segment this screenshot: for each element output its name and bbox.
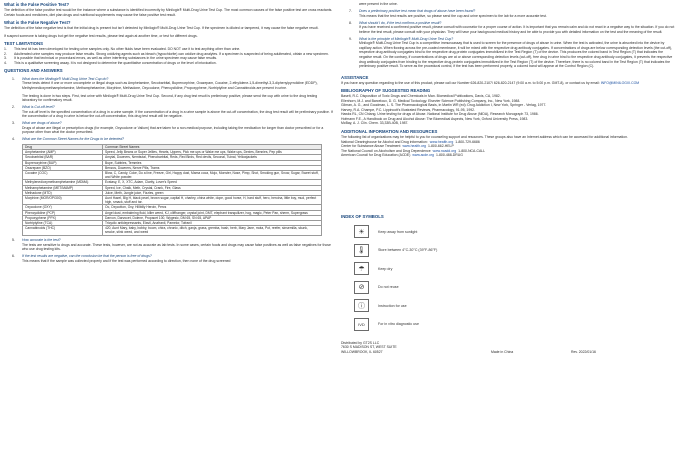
test-limitations-list — [4, 47, 333, 65]
resources-list — [341, 140, 675, 158]
resource-link[interactable]: www.health.org — [402, 144, 426, 149]
symbol-row — [341, 260, 675, 279]
resource-item: American Council for Drug Education (ACDE) www.acde.org 1-800-488-DRUG — [341, 153, 463, 158]
drug-name-cell: Oxazepam (BZO) — [23, 165, 103, 170]
right-column — [341, 2, 675, 354]
resource-link[interactable]: www.health.org — [429, 139, 454, 144]
symbol-row — [341, 223, 675, 242]
table-row — [23, 170, 322, 179]
symbols-heading: INDEX OF SYMBOLS — [341, 213, 384, 219]
symbol-label: Store between 4°C-30°C (39°F-86°F) — [378, 248, 438, 253]
drug-name-cell: Secobarbital (BAR) — [23, 155, 103, 160]
qa-item: 2. What is Cut-off level? The cut-off level is the specified concentration of a drug in a urine sample. If the concentration of a drug in a urine sample is above the cut-off concentration, the drug test result will be preliminary positive. If the concentration of a drug in urine is below the cut-off concentration, this drug test result will be negative. — [12, 105, 333, 119]
street-names-cell: Ecstasy, E, X, XTC, Adam, Clarity, Lover's Speed — [103, 180, 322, 185]
symbol-label: Do not reuse — [378, 285, 399, 290]
drug-name-cell: Propoxyphene (PPX) — [23, 215, 103, 220]
bibliography-item: Hofmann F.E., A Handbook on Drug and Alcohol Abuse: The Biomedical Aspects, New York, Oxford University Press, 1983. — [341, 116, 529, 121]
symbols-list — [341, 223, 675, 334]
distributor-address-2: WILLOWBROOK, IL 60527 — [341, 349, 383, 354]
qa-answer: This means that the test results are positive, so please send the cup and urine specimen to the lab for a more accurate test. — [359, 13, 547, 18]
qa-answer: The testing is done in two steps. First, test urine with Minilogix® Multi-Drug Urine Test Cup. Second, if any drug test result is preliminary positive, please send the cup with urine to the drug testing laboratory for confirmatory result. — [22, 93, 318, 103]
street-names-cell: Darvon, Darvocet, Dolene, Propacet 100, Wygesic, DM 65, SN 65, APAP — [103, 215, 322, 220]
symbol-row — [341, 297, 675, 316]
bibliography-item: Ellenhorn, M.J. and Barceloux, D. G. Medical Toxicology. Elsevier Science Publishing Company, Inc., New York, 1988. — [341, 98, 521, 103]
qa-item: 5. How accurate is the test? The tests are sensitive to drugs and accurate. These tests, however, are not as accurate as lab tests. In some cases, certain foods and drugs may cause false positives as well as false negatives for those who use drug testing kits. — [4, 238, 333, 252]
qa-answer: This means that if the sample was collected properly and if the test was performed according to direction, then none of the drug screened — [22, 258, 231, 263]
drug-name-cell: Buprenorphine (BUP) — [23, 160, 103, 165]
test-limitations-heading: TEST LIMITATIONS — [4, 41, 43, 47]
table-header-cell: Drug — [23, 144, 103, 149]
symbol-row — [341, 241, 675, 260]
symbol-label: Keep away from sunlight — [378, 229, 418, 234]
qa-question: How accurate is the test? — [22, 238, 61, 243]
qa-question: What is the principle of Minilogix® Multi-Drug Urine Test Cup? — [359, 36, 454, 41]
list-item: 3. It is possible that technical or procedural errors, as well as other interfering substances in the urine specimen may cause false results. — [4, 56, 218, 61]
sun-icon: ☀ — [354, 225, 369, 238]
qa-answer: The tests are sensitive to drugs and accurate. These tests, however, are not as accurate as lab tests. In some cases, certain foods and drugs may cause false positives as well as false negatives for those who use drug testing kits. — [22, 242, 331, 252]
false-positive-heading: What is the False Positive Test? — [4, 2, 70, 7]
left-column — [4, 2, 333, 263]
resource-item: Center for Substance Abuse Treatment www.health.org 1-800-662-HELP — [341, 144, 454, 149]
list-item: 1. This test kit has been developed for testing urine samples only. No other fluids have been evaluated. DO NOT use it to test anything other than urine. — [4, 47, 241, 52]
made-in: Made in China — [491, 349, 514, 354]
symbol-label: For in vitro diagnostic use — [378, 322, 419, 327]
qa-answer: If you have received a confirmed positive result, please consult with counselor for a proper course of action. It is important that you remain calm and do not react in a negative way to the situation. If you do not believe the test result, please consult with your physician. They will have your background medical history and be able to provide you with detailed information on the test and the meaning of the result. — [359, 25, 675, 34]
umbrella-icon: ☂ — [354, 262, 369, 275]
additional-info-text: The following list of organizations may be helpful to you for counseling support and resources. These groups also have an Internet address which can be accessed for additional information. — [341, 134, 628, 139]
street-names-cell: Bupe, Subbies, Temmies — [103, 160, 322, 165]
drug-name-cell: Methylenedioxymethamphetamine (MDMA) — [23, 180, 103, 185]
street-names-cell: Aunt Hazel, Big H, black pearl, brown sugar, capital H, charley, china white, dope, good horse, H, hard stuff, hero, heroina, little boy, mud, perfect high, smack, stuff and tar. — [103, 195, 322, 204]
distributor-name: Distributed by GT2S LLC — [341, 340, 380, 345]
distributor-address-1: 7630 S MADISON ST, WEST SUITE — [341, 345, 397, 350]
footer-row — [341, 350, 675, 355]
street-names-cell: Blow, C, Candy, Coke, Do a line, Freeze, Girl, Happy dust, Mama coca, Mojo, Monster, Nose, Pimp, Shot, Smoking gun, Snow, Sugar, Sweet stuff, and White powder. — [103, 170, 322, 179]
bibliography-item: Harvey, R.A. Champe, P.C. Lippincott's Illustrated Reviews, Pharmacology, 91-95, 1992. — [341, 107, 476, 112]
revision: Rev. 2022/01/16 — [571, 349, 596, 354]
assistance-email-link[interactable]: INFO@MINILOGIX.COM — [600, 80, 640, 85]
do-not-reuse-icon: ⊘ — [354, 281, 369, 294]
street-names-cell: Angel dust, embalming fluid, killer weed, KJ, cliffhanger, crystal joint, DMT, elephant tranquilizer, hog, magic, Peter Pan, sherm, Supergrass — [103, 210, 322, 215]
questions-answers-heading: QUESTIONS AND ANSWERS — [4, 68, 63, 74]
footer — [341, 341, 675, 355]
assistance-heading: ASSISTANCE — [341, 74, 369, 80]
false-negative-note: If suspect someone is taking drugs but get the negative test results, please test again at another time, or test for different drugs. — [4, 33, 198, 38]
resource-item: National Clearinghouse for Alcohol and Drug information: www.health.org 1-800-729-6686 — [341, 139, 480, 144]
qa-question: If the test results are negative, can the conclusion be that the person is free of drugs? — [22, 254, 152, 259]
symbol-row — [341, 315, 675, 334]
qa-question: What does the Minilogix® Multi-Drug Urine Test Cup do? — [22, 76, 109, 81]
bibliography-heading: BIBLIOGRAPHY OF SUGGESTED READING — [341, 88, 431, 94]
false-positive-text: The definition of the false positive test would be the instance where a substance is identified incorrectly by Minilogix® Multi-Drug Urine Test Cup. The most common causes of the false positive test are cross reactants. Certain foods and medicines, diet plan drugs and nutritional supplements may cause the false positive test result. — [4, 8, 333, 17]
qa-answer: Drugs of abuse are illegal or prescription drugs (for example, Oxycodone or Valium) that are taken for a non-medical purpose, including taking the medication for longer than doctor prescribed or for a purpose other than what the doctor prescribed. — [22, 125, 324, 135]
qa-item: 7. Does a preliminary positive test mean that drugs of abuse have been found? This means that the test results are positive, so please send the cup and urine specimen to the lab for a more accurate test. — [341, 9, 675, 18]
false-negative-heading: What is the False Negative Test? — [4, 20, 71, 26]
list-item: 4. This is a qualitative screening assay. It is not designed to determine the quantitative concentration of drugs or the level of intoxication. — [4, 60, 217, 65]
qa-item: 9. What is the principle of Minilogix® Multi-Drug Urine Test Cup? Minilogix® Multi-Drug Urine Test Cup is a competitive immunoassay that is used to screen for the presence of drugs of abuse in urine. When the test is activated, the urine is absorbed into the device by capillary action. When flowing across the pre-coated membrane, it will be mixed with the respective drug antibody conjugates. If concentrations of drugs are below corresponding detection levels (the cut-off), respective drug antibody conjugates bind to the respective drug-protein conjugates immobilized in the Test Region (T) of the device. This produces the colored band in Test Region (T) that indicates the negative result. On the contrary, if concentrations of drugs are at or above corresponding detection levels (cut-off), free drug in urine bind to the respective drug antibody conjugates, it prevents the respective drug antibody conjugates from binding to the respective drug-protein conjugates immobilized in the Test Region (T) of the device. Therefore, there is no colored band in the Test Region (T) that indicates the preliminary positive result. To serve as the procedural control, if the test has been performed properly, a colored band will appear at the Control Region (C). — [341, 37, 675, 69]
qa-question: What should I do, if the test confirms a positive result? — [359, 20, 442, 25]
qa-answer: The cut-off level is the specified concentration of a drug in a urine sample. If the concentration of a drug in a urine sample is above the cut-off concentration, the drug test result will be preliminary positive. If the concentration of a drug in urine is below the cut-off concentration, this drug test result will be negative. — [22, 109, 333, 119]
table-row — [23, 226, 322, 235]
street-names-cell: Speed, Ice, Chalk, Meth, Crystal, Crank, Fire, Glass — [103, 185, 322, 190]
drug-street-names-table — [22, 144, 322, 236]
resource-link[interactable]: www.acde.org — [412, 153, 434, 158]
street-names-cell: Speed, Jelly Beans or Super Jellies, Hearts, Uppers, Pick me ups or Wake me ups, Wake ups, Dexies, Bennies, Pep pills — [103, 150, 322, 155]
bibliography-item: McBay, A. J. Clin. Chem. 33,33B-40B, 1987. — [341, 121, 409, 126]
street-names-cell: Benzos, Downers, Nerve Pills, Trams — [103, 165, 322, 170]
qa-item: 4. What are the Common Street Names for the Drugs to be detected? — [4, 137, 333, 142]
symbol-row — [341, 278, 675, 297]
qa-answer: Minilogix® Multi-Drug Urine Test Cup is a competitive immunoassay that is used to screen for the presence of drugs of abuse in urine. When the test is activated, the urine is absorbed into the device by capillary action. When flowing across the pre-coated membrane, it will be mixed with the respective drug antibody conjugates. If concentrations of drugs are below corresponding detection levels (the cut-off), respective drug antibody conjugates bind to the respective drug-protein conjugates immobilized in the Test Region (T) of the device. This produces the colored band in Test Region (T) that indicates the negative result. On the contrary, if concentrations of drugs are at or above corresponding detection levels (cut-off), free drug in urine bind to the respective drug antibody conjugates, it prevents the respective drug antibody conjugates from binding to the respective drug-protein conjugates immobilized in the Test Region (T) of the device. Therefore, there is no colored band in the Test Region (T) that indicates the preliminary positive result. To serve as the procedural control, if the test has been performed properly, a colored band will appear at the Control Region (C). — [359, 41, 673, 69]
qa-item: 6. If the test results are negative, can the conclusion be that the person is free of drugs? This means that if the sample was collected properly and if the test was performed according to direction, then none of the drug screened — [4, 254, 333, 263]
thermometer-icon: 🌡 — [354, 244, 369, 257]
drug-name-cell: Nortriptyline (TCA) — [23, 220, 103, 225]
drug-name-cell: Morphine (MOR/OPI300) — [23, 195, 103, 204]
symbol-label: Keep dry — [378, 266, 393, 271]
resource-item: The National Council on Alcoholism and Drug Dependence www.ncadd.org 1-800-NCA-CALL — [341, 148, 486, 153]
instructions-icon: ⓘ — [354, 299, 369, 312]
bibliography-item: Hawks RL, CN Chiang. Urine testing for drugs of Abuse. National Institute for Drug Abuse (NIDA), Research Monograph 73, 1986. — [341, 112, 539, 117]
qa-question: What are drugs of abuse? — [22, 121, 62, 126]
drug-name-cell: Methadone (MTD) — [23, 190, 103, 195]
drug-name-cell: Phencyclidine (PCP) — [23, 210, 103, 215]
drug-name-cell: Cocaine (COC) — [23, 170, 103, 179]
street-names-cell: Amytal, Downers, Nembutal, Phenobarbital, Reds, Red Birds, Red devils, Seconal, Tuinal, Yellowjackets — [103, 155, 322, 160]
qa-item: 3. What are drugs of abuse? Drugs of abuse are illegal or prescription drugs (for example, Oxycodone or Valium) that are taken for a non-medical purpose, including taking the medication for longer than doctor prescribed or for a purpose other than what the doctor prescribed. — [4, 121, 333, 135]
qa-item: 1. What does the Minilogix® Multi-Drug Urine Test Cup do? These tests detect if one or more uncomplete or illegal drugs such as Amphetamine, Secobarbital, Buprenorphine, Oxazepam, Cocaine, 2-ethylidene-1,5-dimethyl-3,3-diphenylpyrrolidine (EDDP), Methylenedioxymethamphetamine, Methamphetamine, Morphine, Methadone, Oxycodone, Phencyclidine, Propoxyphene, Nortriptyline and Cannabinoids are present in urine. The testing is done in two steps. First, test urine with Minilogix® Multi-Drug Urine Test Cup. Second, if any drug test result is preliminary positive, please send the cup with urine to the drug testing laboratory for confirmatory result. — [4, 77, 333, 103]
table-row — [23, 195, 322, 204]
bibliography-item: Baselt, R.C. Disposition of Toxic Drugs and Chemicals in Man. Biomedical Publications, Davis, CA, 1982. — [341, 94, 501, 99]
drug-name-cell: Oxycodone (OXY) — [23, 205, 103, 210]
street-names-cell: Oc, Oxycotton, Oxy, Hillbilly Heroin, Percs — [103, 205, 322, 210]
bibliography-list — [341, 94, 675, 126]
list-item: 2. Adulterated urine samples may produce false results. Strong oxidizing agents such as bleach (hypochlorite) can oxidize drug analytes. If a specimen is suspected of being adulterated, obtain a new specimen. — [4, 51, 329, 56]
qa-question: What are the Common Street Names for the Drugs to be detected? — [22, 137, 125, 142]
qa-answer: were present in the urine. — [359, 2, 398, 6]
drug-name-cell: Cannabinoids (THC) — [23, 226, 103, 235]
ivd-icon: IVD — [354, 318, 369, 331]
qa-question: Does a preliminary positive test mean that drugs of abuse have been found? — [359, 9, 476, 14]
table-header-cell: Common Street Names — [103, 144, 322, 149]
additional-info-heading: ADDITIONAL INFORMATION AND RESOURCES — [341, 128, 438, 134]
drug-name-cell: Methamphetamine (MET/MAMP) — [23, 185, 103, 190]
street-names-cell: Tricyclic antidepressants, Elavil, Anafranil, Pamelor, Tofranil — [103, 220, 322, 225]
resource-link[interactable]: www.ncadd.org — [432, 148, 457, 153]
street-names-cell: Juice, Meth, Jungle juice, Fizzies, green — [103, 190, 322, 195]
symbol-label: Instruction for use — [378, 303, 407, 308]
qa-item — [341, 2, 675, 7]
qa-question: What is Cut-off level? — [22, 105, 55, 110]
drug-name-cell: Amphetamine (AMP) — [23, 150, 103, 155]
bibliography-item: Gilman, A. G., and Goodman, L. S. The Pharmacological Basis, in Martin WR (ed): Drug Addiction I, New York, Springer - Verlag, 1977. — [341, 103, 547, 108]
street-names-cell: 420, Aunt Mary, baby, bobby, boom, chira, chronic, ditch, ganja, grass, gremba, hash, herb, Mary Jane, mota, Pot, reefer, sinsemilla, skunk, smoke, stink weed, and weed — [103, 226, 322, 235]
false-negative-text: The definition of the false negative test is that the initial drug is present but isn't detected by Minilogix® Multi-Drug Urine Test Cup. If the specimen is diluted or tampered, it may cause the false negative result. — [4, 26, 319, 31]
qa-item: 8. What should I do, if the test confirms a positive result? If you have received a confirmed positive result, please consult with counselor for a proper course of action. It is important that you remain calm and do not react in a negative way to the situation. If you do not believe the test result, please consult with your physician. They will have your background medical history and be able to provide you with detailed information on the test and the meaning of the result. — [349, 20, 675, 34]
qa-answer: These tests detect if one or more uncomplete or illegal drugs such as Amphetamine, Secobarbital, Buprenorphine, Oxazepam, Cocaine, 2-ethylidene-1,5-dimethyl-3,3-diphenylpyrrolidine (EDDP), Methylenedioxymethamphetamine, Methamphetamine, Morphine, Methadone, Oxycodone, Phencyclidine, Propoxyphene, Nortriptyline and Cannabinoids are present in urine. — [22, 81, 318, 90]
assistance-text: If you have any question regarding to the use of this product, please call our Number 626-820-2107/ 626-820-2147 (9:00 a.m. to 5:00 p.m. GMT-8), or contact us by email: INFO@MINILOGIX.COM — [341, 80, 640, 85]
